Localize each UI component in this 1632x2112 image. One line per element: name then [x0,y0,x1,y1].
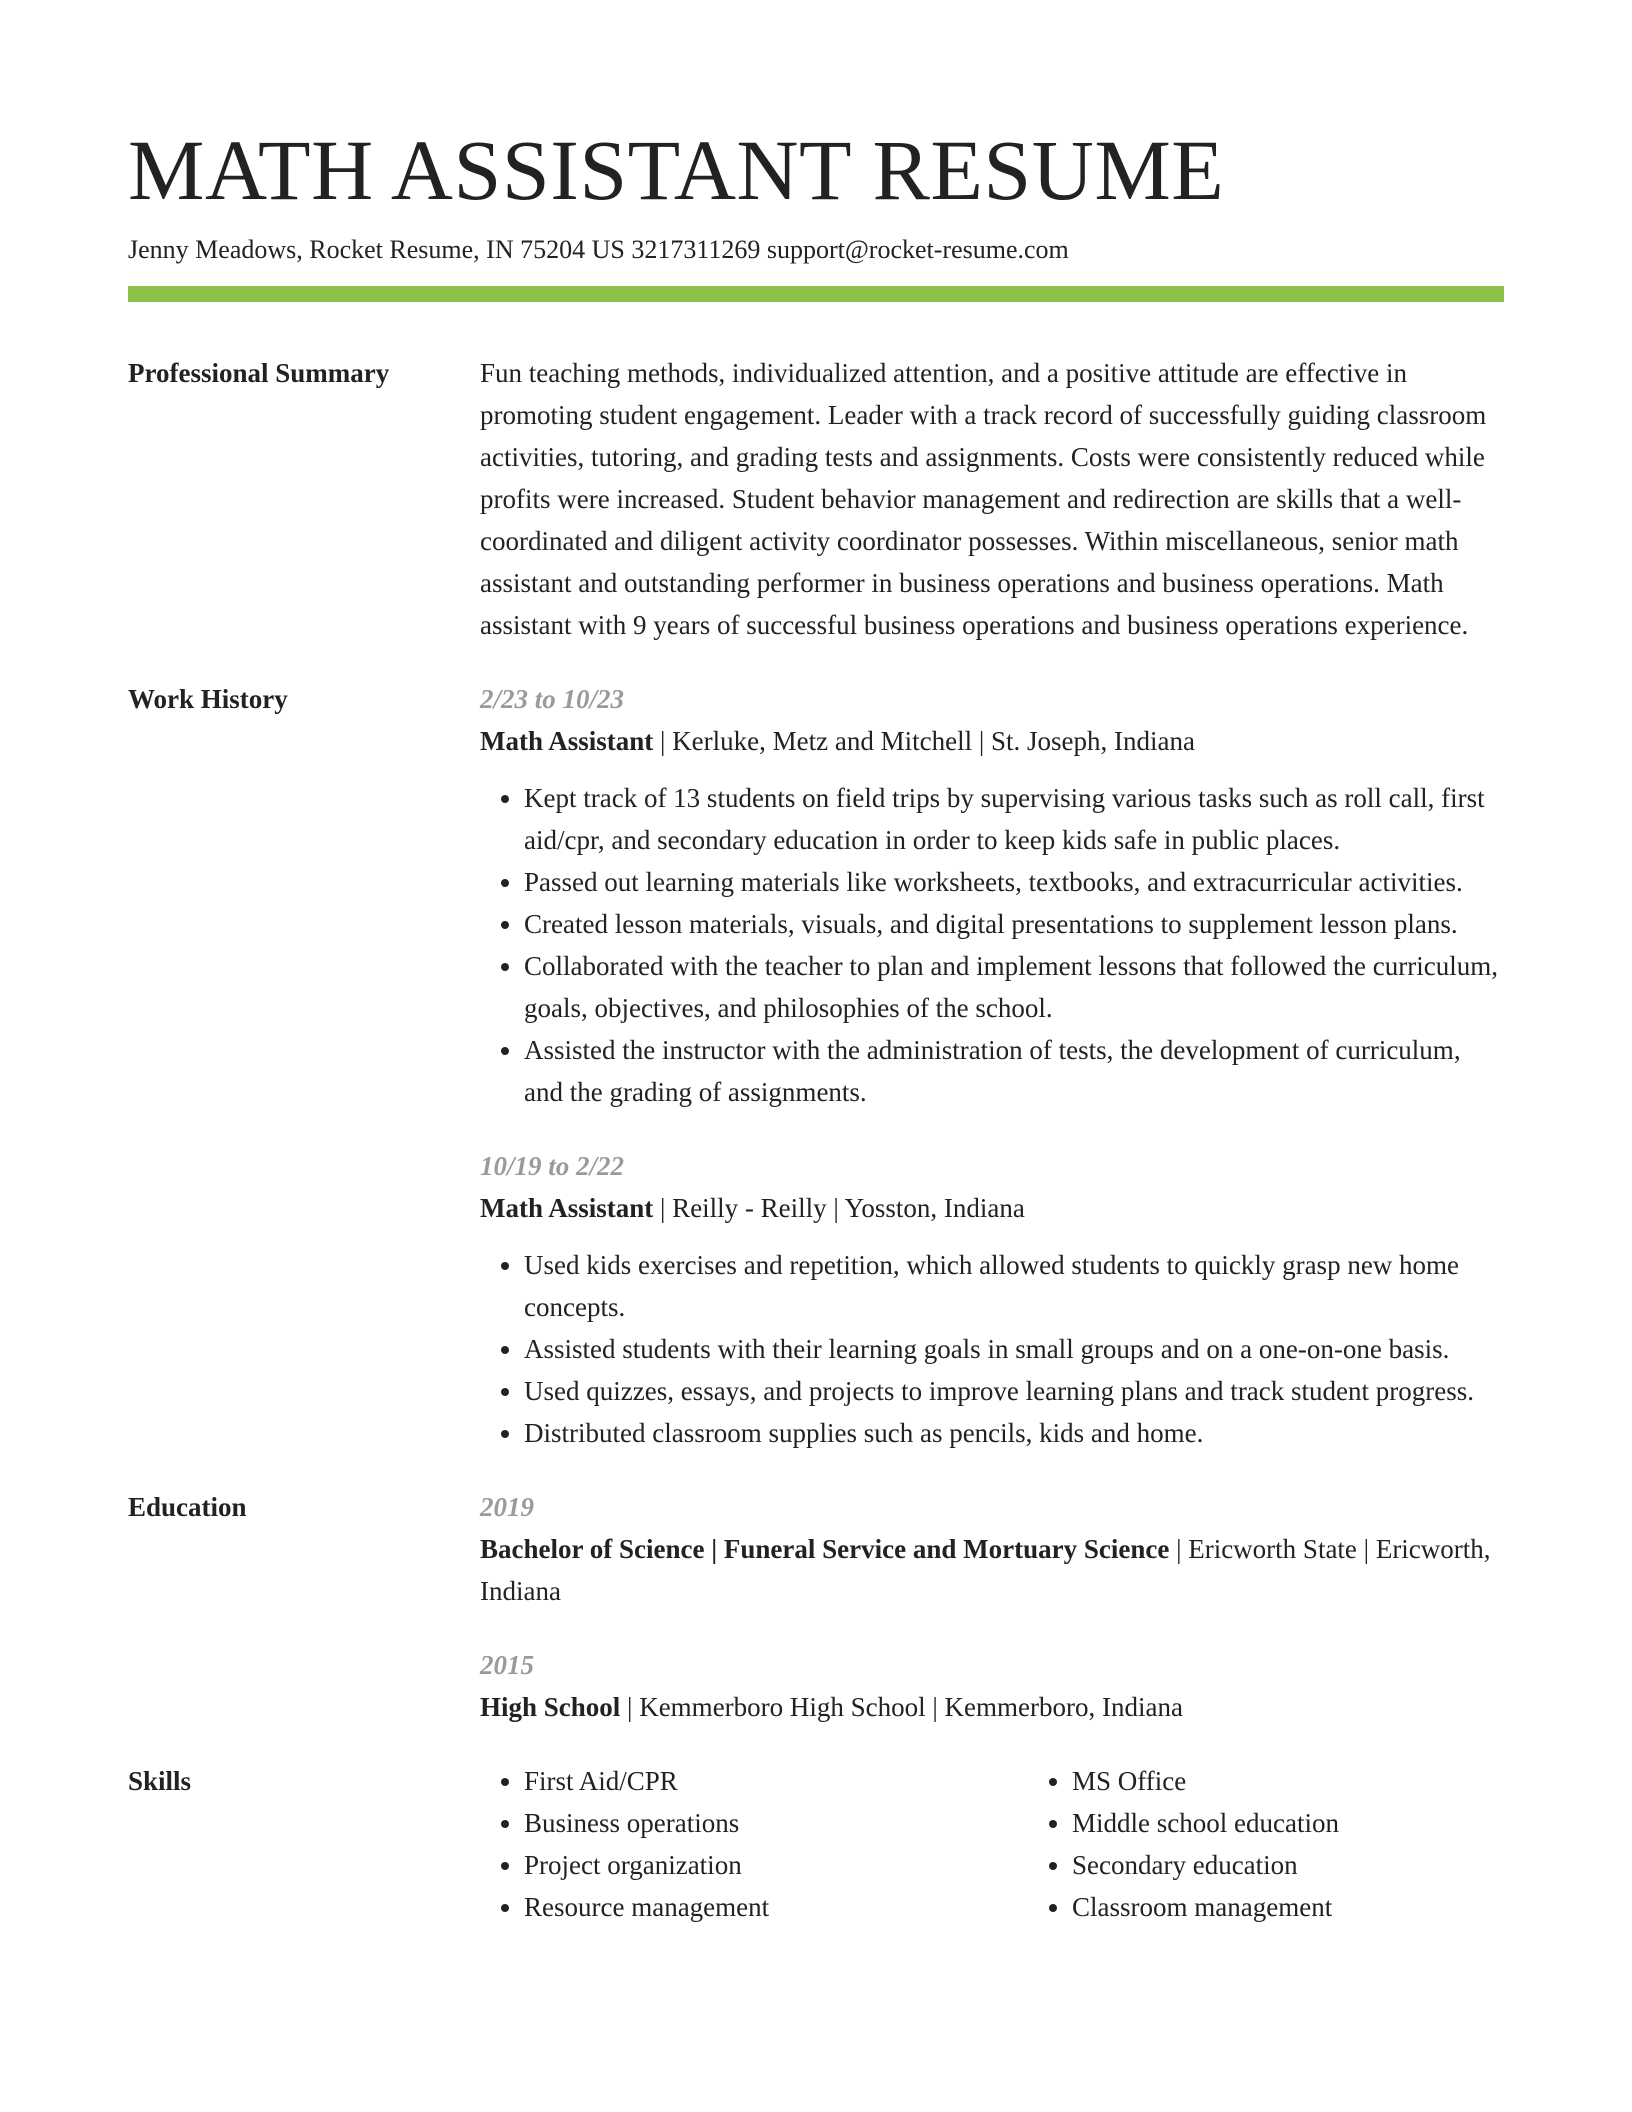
job-bullets [480,777,1504,1113]
job-entry [480,678,1504,1113]
skill-item: • Classroom management [1072,1886,1576,1928]
education-year: 2019 [480,1492,534,1522]
job-bullets [480,1244,1504,1454]
skill-item: • MS Office [1072,1760,1576,1802]
job-dates: 2/23 to 10/23 [480,684,625,714]
resume-title: MATH ASSISTANT RESUME [128,122,1225,218]
section-label-work-history: Work History [128,684,288,714]
job-title: Math Assistant [480,1193,654,1223]
skills-section [128,1760,1504,1928]
job-details: | Reilly - Reilly | Yosston, Indiana [653,1193,1025,1223]
resume-page [128,0,1504,1928]
job-bullet: • Assisted the instructor with the administration of tests, the development of curriculum, and the grading of assignments. [524,1029,1504,1113]
work-history-body [480,678,1504,1454]
education-heading [480,1528,1504,1612]
education-details: | Ericworth State | Ericworth, Indiana [480,1534,1491,1606]
job-bullet: • Created lesson materials, visuals, and digital presentations to supplement lesson plans. [524,903,1504,945]
education-heading [480,1686,1504,1728]
skill-item: • Business operations [524,1802,1028,1844]
job-bullet: • Collaborated with the teacher to plan and implement lessons that followed the curriculum, goals, objectives, and philosophies of the school. [524,945,1504,1029]
skill-item: • Secondary education [1072,1844,1576,1886]
skills-list-left [480,1760,1028,1928]
education-degree: Bachelor of Science | Funeral Service and Mortuary Science [480,1534,1170,1564]
section-label-summary: Professional Summary [128,358,390,388]
job-heading [480,1187,1504,1229]
skill-item: • Project organization [524,1844,1028,1886]
education-details: | Kemmerboro High School | Kemmerboro, Indiana [620,1692,1183,1722]
job-bullet: • Used kids exercises and repetition, which allowed students to quickly grasp new home concepts. [524,1244,1504,1328]
section-label-education: Education [128,1492,247,1522]
job-bullet: • Kept track of 13 students on field trips by supervising various tasks such as roll call, first aid/cpr, and secondary education in order to keep kids safe in public places. [524,777,1504,861]
education-year: 2015 [480,1650,534,1680]
job-bullet: • Used quizzes, essays, and projects to improve learning plans and track student progress. [524,1370,1504,1412]
job-dates: 10/19 to 2/22 [480,1151,625,1181]
contact-line: Jenny Meadows, Rocket Resume, IN 75204 US 3217311269 support@rocket-resume.com [128,235,1069,264]
job-bullet: • Assisted students with their learning goals in small groups and on a one-on-one basis. [524,1328,1504,1370]
skill-item: • First Aid/CPR [524,1760,1028,1802]
job-bullet: • Passed out learning materials like worksheets, textbooks, and extracurricular activities. [524,861,1504,903]
section-label-skills: Skills [128,1766,192,1796]
job-bullet: • Distributed classroom supplies such as pencils, kids and home. [524,1412,1504,1454]
skill-item: • Resource management [524,1886,1028,1928]
education-entry [480,1644,1504,1728]
work-history-section [128,678,1504,1454]
summary-text: Fun teaching methods, individualized attention, and a positive attitude are effective in promoting student engagement. Leader with a track record of successfully guiding classroom activities, tutoring, and grading tests and assignments. Costs were consistently reduced while profits were increased. Student behavior management and redirection are skills that a well-coordinated and diligent activity coordinator possesses. Within miscellaneous, senior math assistant and outstanding performer in business operations and business operations. Math assistant with 9 years of successful business operations and business operations experience. [480,358,1487,640]
education-body [480,1486,1504,1728]
education-section [128,1486,1504,1728]
job-heading [480,720,1504,762]
header-accent-rule [128,286,1504,302]
job-title: Math Assistant [480,726,654,756]
skills-list-right [1028,1760,1576,1928]
education-degree: High School [480,1692,621,1722]
job-details: | Kerluke, Metz and Mitchell | St. Joseph, Indiana [653,726,1195,756]
skills-body [480,1760,1576,1928]
skill-item: • Middle school education [1072,1802,1576,1844]
job-entry [480,1145,1504,1454]
summary-section [128,352,1504,646]
education-entry [480,1486,1504,1612]
